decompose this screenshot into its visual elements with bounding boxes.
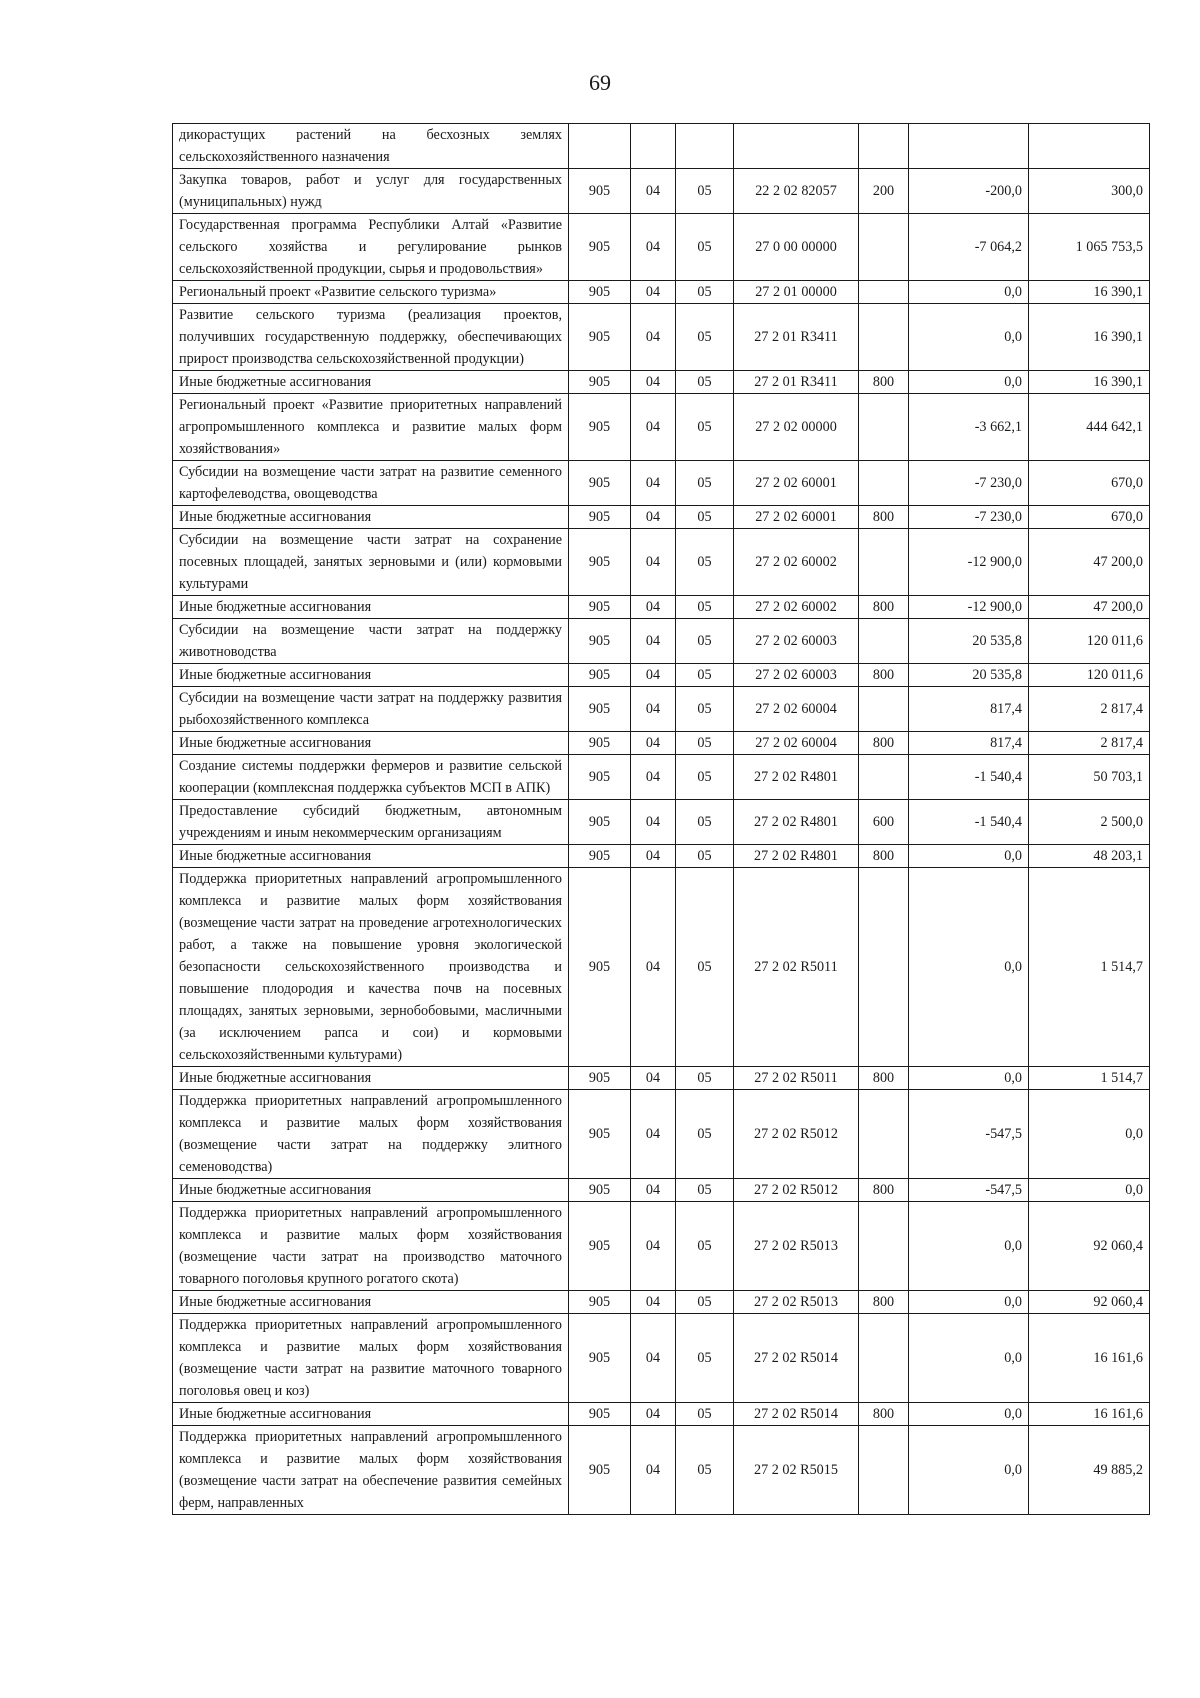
row-description: Субсидии на возмещение части затрат на сохранение посевных площадей, занятых зерновыми и (или) кормовыми культурами xyxy=(173,529,569,596)
amount-total: 0,0 xyxy=(1029,1090,1150,1179)
table-row xyxy=(173,1314,1150,1403)
row-description: Субсидии на возмещение части затрат на поддержку животноводства xyxy=(173,619,569,664)
amount-change: -1 540,4 xyxy=(909,755,1029,800)
table-row xyxy=(173,800,1150,845)
section-code: 04 xyxy=(631,506,676,529)
row-description: Поддержка приоритетных направлений агропромышленного комплекса и развитие малых форм хозяйствования (возмещение части затрат на поддержку элитного семеноводства) xyxy=(173,1090,569,1179)
subsection-code: 05 xyxy=(676,371,734,394)
amount-total: 50 703,1 xyxy=(1029,755,1150,800)
section-code: 04 xyxy=(631,461,676,506)
ministry-code: 905 xyxy=(569,1314,631,1403)
row-description: Иные бюджетные ассигнования xyxy=(173,1179,569,1202)
section-code: 04 xyxy=(631,1090,676,1179)
section-code: 04 xyxy=(631,596,676,619)
amount-total: 92 060,4 xyxy=(1029,1202,1150,1291)
amount-change: 20 535,8 xyxy=(909,619,1029,664)
ministry-code: 905 xyxy=(569,304,631,371)
amount-change: -3 662,1 xyxy=(909,394,1029,461)
target-article-code: 22 2 02 82057 xyxy=(734,169,859,214)
expense-type-code xyxy=(859,1314,909,1403)
target-article-code: 27 0 00 00000 xyxy=(734,214,859,281)
subsection-code: 05 xyxy=(676,664,734,687)
target-article-code: 27 2 02 R4801 xyxy=(734,800,859,845)
ministry-code: 905 xyxy=(569,868,631,1067)
row-description: Поддержка приоритетных направлений агропромышленного комплекса и развитие малых форм хозяйствования (возмещение части затрат на производство маточного товарного поголовья крупного рогатого скота) xyxy=(173,1202,569,1291)
row-description: Иные бюджетные ассигнования xyxy=(173,664,569,687)
target-article-code: 27 2 02 60004 xyxy=(734,732,859,755)
section-code: 04 xyxy=(631,371,676,394)
target-article-code xyxy=(734,124,859,169)
subsection-code: 05 xyxy=(676,394,734,461)
expense-type-code xyxy=(859,304,909,371)
subsection-code: 05 xyxy=(676,1090,734,1179)
ministry-code: 905 xyxy=(569,755,631,800)
amount-change: 0,0 xyxy=(909,371,1029,394)
amount-total: 1 065 753,5 xyxy=(1029,214,1150,281)
expense-type-code: 800 xyxy=(859,664,909,687)
target-article-code: 27 2 01 00000 xyxy=(734,281,859,304)
subsection-code: 05 xyxy=(676,755,734,800)
amount-change: 0,0 xyxy=(909,1202,1029,1291)
ministry-code: 905 xyxy=(569,529,631,596)
section-code: 04 xyxy=(631,868,676,1067)
target-article-code: 27 2 02 60002 xyxy=(734,596,859,619)
table-row xyxy=(173,619,1150,664)
table-row xyxy=(173,371,1150,394)
subsection-code: 05 xyxy=(676,506,734,529)
table-row xyxy=(173,1067,1150,1090)
expense-type-code xyxy=(859,394,909,461)
expense-type-code xyxy=(859,529,909,596)
ministry-code: 905 xyxy=(569,1179,631,1202)
table-row xyxy=(173,596,1150,619)
expense-type-code xyxy=(859,124,909,169)
amount-total: 16 390,1 xyxy=(1029,371,1150,394)
amount-change: 0,0 xyxy=(909,1291,1029,1314)
table-row xyxy=(173,124,1150,169)
subsection-code: 05 xyxy=(676,845,734,868)
target-article-code: 27 2 02 R5014 xyxy=(734,1403,859,1426)
amount-change: 0,0 xyxy=(909,1314,1029,1403)
amount-change: -200,0 xyxy=(909,169,1029,214)
row-description: Развитие сельского туризма (реализация проектов, получивших государственную поддержку, обеспечивающих прирост производства сельскохозяйственной продукции) xyxy=(173,304,569,371)
amount-change: 0,0 xyxy=(909,1067,1029,1090)
table-row xyxy=(173,1291,1150,1314)
section-code: 04 xyxy=(631,281,676,304)
table-row xyxy=(173,394,1150,461)
amount-change: 0,0 xyxy=(909,304,1029,371)
amount-total: 444 642,1 xyxy=(1029,394,1150,461)
row-description: Субсидии на возмещение части затрат на поддержку развития рыбохозяйственного комплекса xyxy=(173,687,569,732)
amount-total: 670,0 xyxy=(1029,461,1150,506)
section-code: 04 xyxy=(631,755,676,800)
subsection-code: 05 xyxy=(676,1403,734,1426)
target-article-code: 27 2 02 R5011 xyxy=(734,868,859,1067)
expense-type-code: 800 xyxy=(859,1067,909,1090)
expense-type-code: 800 xyxy=(859,506,909,529)
subsection-code: 05 xyxy=(676,732,734,755)
row-description: Иные бюджетные ассигнования xyxy=(173,1291,569,1314)
target-article-code: 27 2 02 60002 xyxy=(734,529,859,596)
target-article-code: 27 2 02 60003 xyxy=(734,664,859,687)
target-article-code: 27 2 02 60004 xyxy=(734,687,859,732)
subsection-code: 05 xyxy=(676,1202,734,1291)
table-row xyxy=(173,732,1150,755)
amount-change: -7 230,0 xyxy=(909,506,1029,529)
row-description: Иные бюджетные ассигнования xyxy=(173,506,569,529)
page-number: 69 xyxy=(589,70,611,95)
table-row xyxy=(173,1202,1150,1291)
ministry-code: 905 xyxy=(569,169,631,214)
target-article-code: 27 2 02 R5014 xyxy=(734,1314,859,1403)
table-row xyxy=(173,1403,1150,1426)
ministry-code: 905 xyxy=(569,1291,631,1314)
ministry-code: 905 xyxy=(569,1202,631,1291)
budget-table xyxy=(172,123,1150,1515)
ministry-code: 905 xyxy=(569,506,631,529)
target-article-code: 27 2 02 R5011 xyxy=(734,1067,859,1090)
expense-type-code xyxy=(859,687,909,732)
amount-total: 1 514,7 xyxy=(1029,868,1150,1067)
table-row xyxy=(173,755,1150,800)
expense-type-code xyxy=(859,214,909,281)
row-description: Субсидии на возмещение части затрат на развитие семенного картофелеводства, овощеводства xyxy=(173,461,569,506)
section-code: 04 xyxy=(631,394,676,461)
subsection-code: 05 xyxy=(676,1291,734,1314)
target-article-code: 27 2 01 R3411 xyxy=(734,304,859,371)
ministry-code: 905 xyxy=(569,281,631,304)
ministry-code: 905 xyxy=(569,687,631,732)
row-description: Предоставление субсидий бюджетным, автономным учреждениям и иным некоммерческим организациям xyxy=(173,800,569,845)
amount-change: 817,4 xyxy=(909,687,1029,732)
expense-type-code xyxy=(859,1090,909,1179)
amount-total: 16 161,6 xyxy=(1029,1314,1150,1403)
amount-change: 0,0 xyxy=(909,845,1029,868)
row-description: дикорастущих растений на бесхозных землях сельскохозяйственного назначения xyxy=(173,124,569,169)
amount-change: -547,5 xyxy=(909,1179,1029,1202)
target-article-code: 27 2 02 R5013 xyxy=(734,1202,859,1291)
row-description: Создание системы поддержки фермеров и развитие сельской кооперации (комплексная поддержка субъектов МСП в АПК) xyxy=(173,755,569,800)
amount-change: 0,0 xyxy=(909,281,1029,304)
target-article-code: 27 2 02 R4801 xyxy=(734,845,859,868)
section-code: 04 xyxy=(631,845,676,868)
expense-type-code xyxy=(859,619,909,664)
table-row xyxy=(173,1179,1150,1202)
ministry-code: 905 xyxy=(569,800,631,845)
amount-total: 16 390,1 xyxy=(1029,281,1150,304)
amount-change: -547,5 xyxy=(909,1090,1029,1179)
table-row xyxy=(173,687,1150,732)
section-code: 04 xyxy=(631,1179,676,1202)
section-code: 04 xyxy=(631,800,676,845)
target-article-code: 27 2 02 R5013 xyxy=(734,1291,859,1314)
section-code: 04 xyxy=(631,1291,676,1314)
row-description: Региональный проект «Развитие приоритетных направлений агропромышленного комплекса и развитие малых форм хозяйствования» xyxy=(173,394,569,461)
ministry-code xyxy=(569,124,631,169)
row-description: Поддержка приоритетных направлений агропромышленного комплекса и развитие малых форм хозяйствования (возмещение части затрат на развитие маточного товарного поголовья овец и коз) xyxy=(173,1314,569,1403)
target-article-code: 27 2 02 R5012 xyxy=(734,1090,859,1179)
ministry-code: 905 xyxy=(569,461,631,506)
ministry-code: 905 xyxy=(569,1426,631,1515)
table-row xyxy=(173,169,1150,214)
target-article-code: 27 2 02 R5015 xyxy=(734,1426,859,1515)
amount-change: -1 540,4 xyxy=(909,800,1029,845)
subsection-code: 05 xyxy=(676,1426,734,1515)
target-article-code: 27 2 02 60001 xyxy=(734,506,859,529)
section-code: 04 xyxy=(631,529,676,596)
amount-total: 48 203,1 xyxy=(1029,845,1150,868)
amount-change: 817,4 xyxy=(909,732,1029,755)
table-row xyxy=(173,1426,1150,1515)
row-description: Государственная программа Республики Алтай «Развитие сельского хозяйства и регулирование рынков сельскохозяйственной продукции, сырья и продовольствия» xyxy=(173,214,569,281)
amount-total: 16 390,1 xyxy=(1029,304,1150,371)
section-code: 04 xyxy=(631,214,676,281)
ministry-code: 905 xyxy=(569,664,631,687)
expense-type-code: 800 xyxy=(859,1179,909,1202)
amount-total: 670,0 xyxy=(1029,506,1150,529)
section-code: 04 xyxy=(631,664,676,687)
section-code: 04 xyxy=(631,732,676,755)
row-description: Иные бюджетные ассигнования xyxy=(173,371,569,394)
subsection-code: 05 xyxy=(676,1314,734,1403)
expense-type-code: 800 xyxy=(859,1403,909,1426)
table-row xyxy=(173,506,1150,529)
expense-type-code xyxy=(859,461,909,506)
expense-type-code: 200 xyxy=(859,169,909,214)
table-row xyxy=(173,214,1150,281)
section-code: 04 xyxy=(631,169,676,214)
budget-table-body xyxy=(173,124,1150,1515)
amount-change: 20 535,8 xyxy=(909,664,1029,687)
subsection-code: 05 xyxy=(676,687,734,732)
expense-type-code: 800 xyxy=(859,845,909,868)
section-code: 04 xyxy=(631,1067,676,1090)
ministry-code: 905 xyxy=(569,732,631,755)
section-code: 04 xyxy=(631,619,676,664)
amount-total: 47 200,0 xyxy=(1029,529,1150,596)
row-description: Иные бюджетные ассигнования xyxy=(173,596,569,619)
ministry-code: 905 xyxy=(569,596,631,619)
amount-total: 0,0 xyxy=(1029,1179,1150,1202)
amount-change: 0,0 xyxy=(909,868,1029,1067)
expense-type-code: 800 xyxy=(859,732,909,755)
amount-total: 92 060,4 xyxy=(1029,1291,1150,1314)
subsection-code: 05 xyxy=(676,619,734,664)
ministry-code: 905 xyxy=(569,845,631,868)
row-description: Иные бюджетные ассигнования xyxy=(173,1403,569,1426)
amount-total: 2 817,4 xyxy=(1029,732,1150,755)
expense-type-code xyxy=(859,755,909,800)
table-row xyxy=(173,461,1150,506)
target-article-code: 27 2 01 R3411 xyxy=(734,371,859,394)
ministry-code: 905 xyxy=(569,371,631,394)
amount-total: 16 161,6 xyxy=(1029,1403,1150,1426)
table-row xyxy=(173,868,1150,1067)
row-description: Поддержка приоритетных направлений агропромышленного комплекса и развитие малых форм хозяйствования (возмещение части затрат на обеспечение развития семейных ферм, направленных xyxy=(173,1426,569,1515)
amount-change: -12 900,0 xyxy=(909,596,1029,619)
section-code: 04 xyxy=(631,1403,676,1426)
section-code: 04 xyxy=(631,1202,676,1291)
row-description: Иные бюджетные ассигнования xyxy=(173,845,569,868)
amount-change: -7 064,2 xyxy=(909,214,1029,281)
amount-total: 2 500,0 xyxy=(1029,800,1150,845)
amount-total: 49 885,2 xyxy=(1029,1426,1150,1515)
target-article-code: 27 2 02 60001 xyxy=(734,461,859,506)
subsection-code: 05 xyxy=(676,214,734,281)
row-description: Закупка товаров, работ и услуг для государственных (муниципальных) нужд xyxy=(173,169,569,214)
amount-total: 300,0 xyxy=(1029,169,1150,214)
table-row xyxy=(173,1090,1150,1179)
expense-type-code: 800 xyxy=(859,1291,909,1314)
subsection-code xyxy=(676,124,734,169)
ministry-code: 905 xyxy=(569,619,631,664)
table-row xyxy=(173,529,1150,596)
section-code: 04 xyxy=(631,687,676,732)
subsection-code: 05 xyxy=(676,281,734,304)
expense-type-code xyxy=(859,281,909,304)
target-article-code: 27 2 02 00000 xyxy=(734,394,859,461)
amount-change xyxy=(909,124,1029,169)
subsection-code: 05 xyxy=(676,304,734,371)
ministry-code: 905 xyxy=(569,1067,631,1090)
section-code: 04 xyxy=(631,304,676,371)
ministry-code: 905 xyxy=(569,1090,631,1179)
target-article-code: 27 2 02 R4801 xyxy=(734,755,859,800)
section-code xyxy=(631,124,676,169)
table-row xyxy=(173,281,1150,304)
amount-change: 0,0 xyxy=(909,1426,1029,1515)
ministry-code: 905 xyxy=(569,214,631,281)
subsection-code: 05 xyxy=(676,169,734,214)
table-row xyxy=(173,845,1150,868)
subsection-code: 05 xyxy=(676,800,734,845)
amount-total: 120 011,6 xyxy=(1029,664,1150,687)
amount-change: -12 900,0 xyxy=(909,529,1029,596)
expense-type-code: 800 xyxy=(859,596,909,619)
amount-total: 120 011,6 xyxy=(1029,619,1150,664)
subsection-code: 05 xyxy=(676,1067,734,1090)
subsection-code: 05 xyxy=(676,1179,734,1202)
amount-total xyxy=(1029,124,1150,169)
amount-total: 2 817,4 xyxy=(1029,687,1150,732)
subsection-code: 05 xyxy=(676,596,734,619)
amount-change: -7 230,0 xyxy=(909,461,1029,506)
subsection-code: 05 xyxy=(676,461,734,506)
amount-change: 0,0 xyxy=(909,1403,1029,1426)
expense-type-code: 600 xyxy=(859,800,909,845)
expense-type-code xyxy=(859,868,909,1067)
subsection-code: 05 xyxy=(676,529,734,596)
expense-type-code xyxy=(859,1426,909,1515)
row-description: Поддержка приоритетных направлений агропромышленного комплекса и развитие малых форм хозяйствования (возмещение части затрат на проведение агротехнологических работ, а также на повышение уровня экологической безопасности сельскохозяйственного производства и повышение плодородия и качества почв на посевных площадях, занятых зерновыми, зернобобовыми, масличными (за исключением рапса и сои) и кормовыми сельскохозяйственными культурами) xyxy=(173,868,569,1067)
expense-type-code xyxy=(859,1202,909,1291)
section-code: 04 xyxy=(631,1314,676,1403)
amount-total: 1 514,7 xyxy=(1029,1067,1150,1090)
table-row xyxy=(173,304,1150,371)
subsection-code: 05 xyxy=(676,868,734,1067)
table-row xyxy=(173,664,1150,687)
target-article-code: 27 2 02 60003 xyxy=(734,619,859,664)
row-description: Региональный проект «Развитие сельского туризма» xyxy=(173,281,569,304)
row-description: Иные бюджетные ассигнования xyxy=(173,1067,569,1090)
row-description: Иные бюджетные ассигнования xyxy=(173,732,569,755)
target-article-code: 27 2 02 R5012 xyxy=(734,1179,859,1202)
ministry-code: 905 xyxy=(569,394,631,461)
amount-total: 47 200,0 xyxy=(1029,596,1150,619)
ministry-code: 905 xyxy=(569,1403,631,1426)
section-code: 04 xyxy=(631,1426,676,1515)
expense-type-code: 800 xyxy=(859,371,909,394)
